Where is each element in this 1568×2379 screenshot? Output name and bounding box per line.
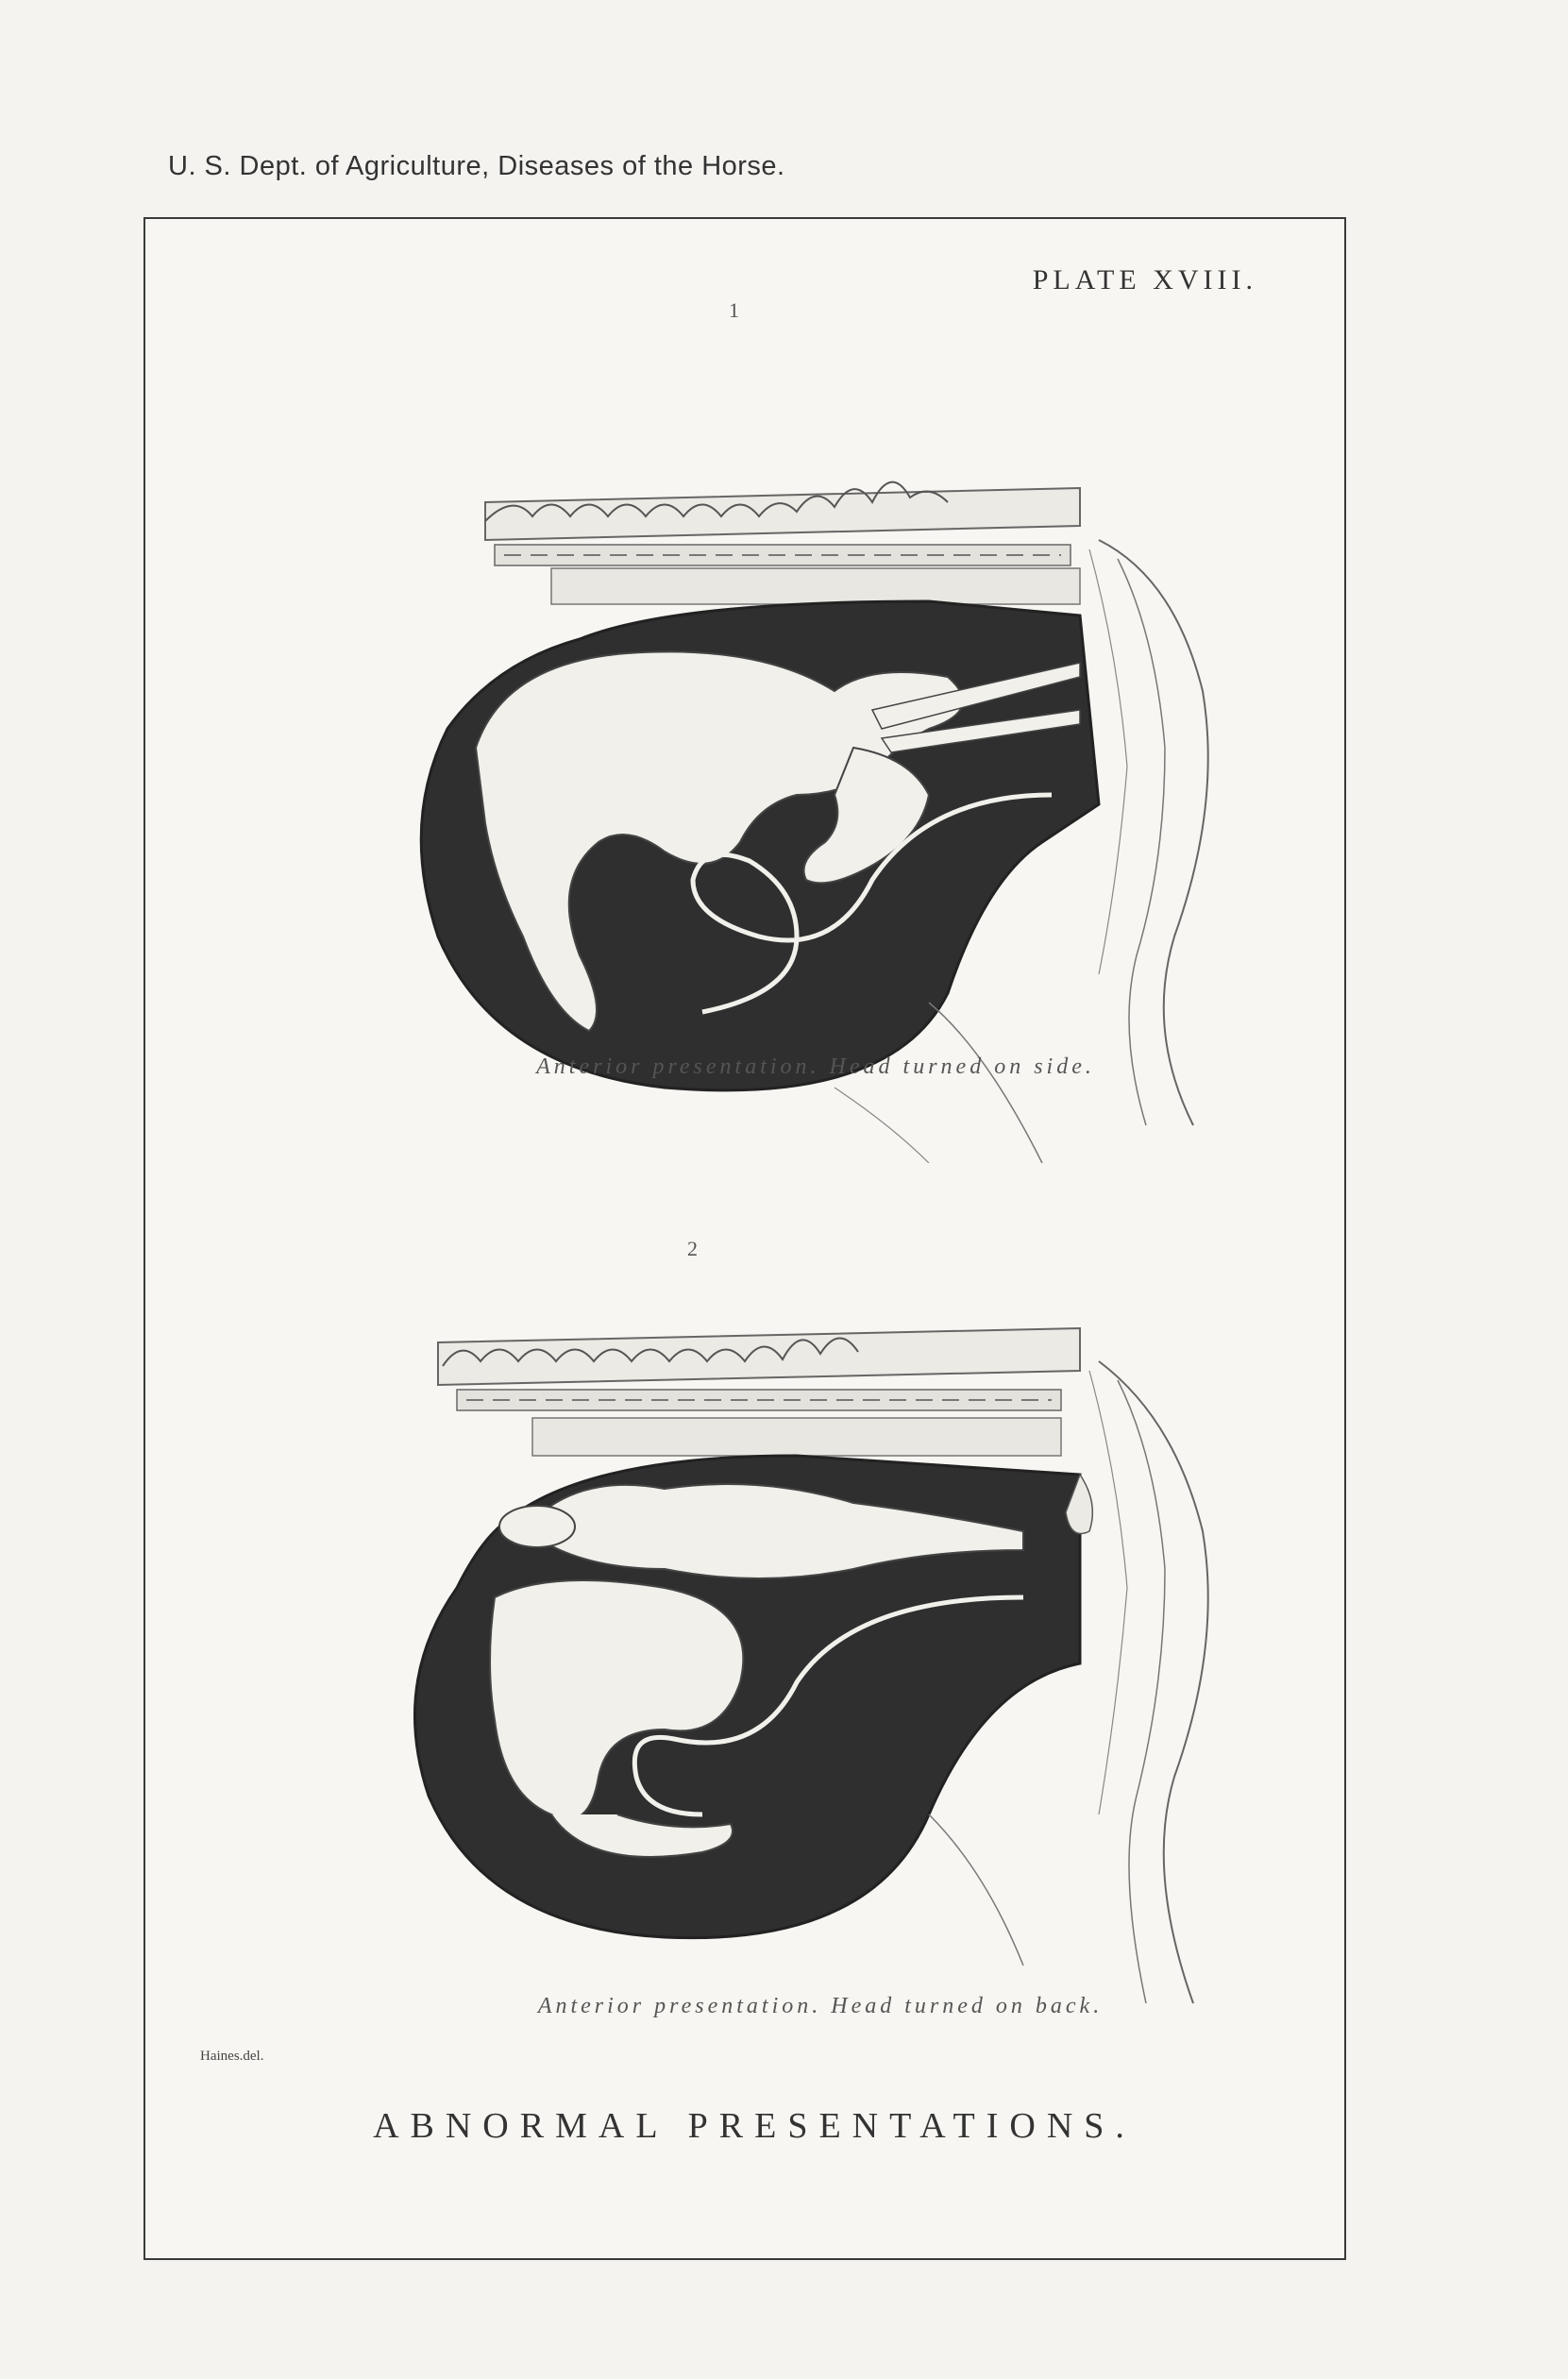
figure-1-caption: Anterior presentation. Head turned on side. <box>536 1055 1095 1079</box>
figure-1-number: 1 <box>729 298 739 322</box>
plate-title: ABNORMAL PRESENTATIONS. <box>373 2106 1136 2146</box>
artist-credit: Haines.del. <box>200 2049 264 2064</box>
plate-number: PLATE XVIII. <box>1032 264 1257 295</box>
plate-frame <box>143 217 1346 2260</box>
running-head: U. S. Dept. of Agriculture, Diseases of the Horse. <box>168 151 785 181</box>
figure-2-illustration <box>268 1286 1231 2079</box>
figure-2-number: 2 <box>687 1237 698 1260</box>
figure-2-caption: Anterior presentation. Head turned on back. <box>537 1994 1104 2018</box>
figure-1-illustration <box>268 351 1231 1163</box>
